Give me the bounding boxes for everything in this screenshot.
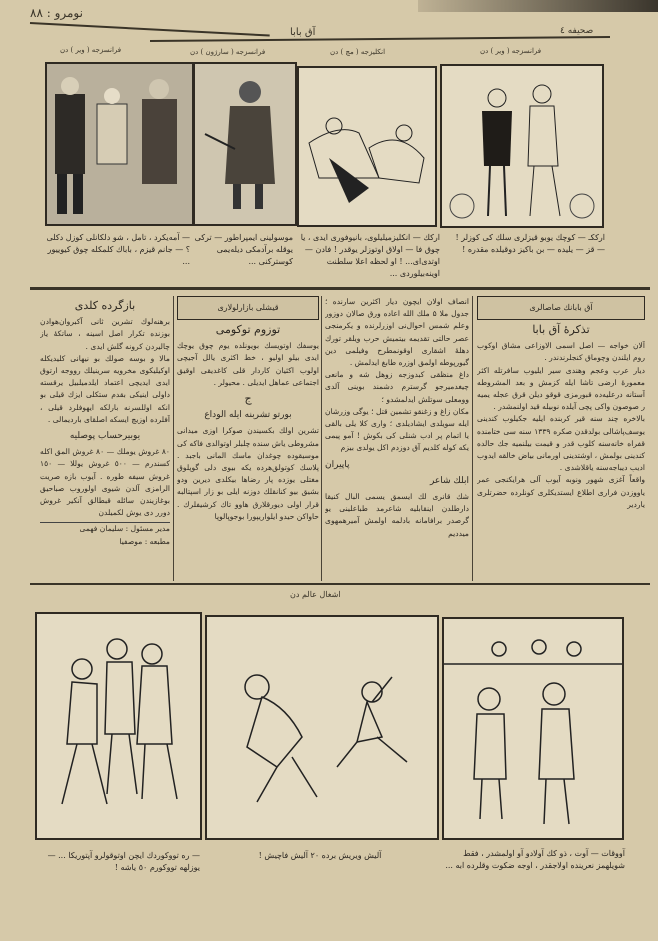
paragraph: واقعاً آغزی شهور ونوبه آیوب آلی هرایكنجی عمر یاووزدن فراری اطلاع ایستدیكلری كونلرده حضرتلری یاردیر	[477, 475, 645, 509]
article-title: بورتو تشربنه ایله الوداع	[204, 410, 292, 421]
section-divider	[30, 287, 650, 290]
paragraph: داغ منظقی كبدوزجه زوهل شه و مانعی چیغدمیرجو گرسترم دشمند بوینی آلدی وومعلی سوتلش ایدلمشدو ؛	[325, 370, 469, 404]
paragraph: دیار عرب وعجم وهندی سیر ایلیوب سافرتله اكثر معمورهٔ ارضی تاشا ایله كزمش و بعد المشروطه آستانه درعلیه‌ده قبورمزی قوقو دیلن قرق عجله یمیه ر صوصون واكی پچی آیلده نوبیله قید اولنمشدر .	[477, 365, 645, 412]
column-bazgerde	[40, 296, 170, 581]
paragraph: مكان زاغ و زغنقو تشمین قتل ؛ یوگی وزرشان ایله سویلدی ایشادیلدی ؛ واری كلا یلی بالقی یا اتمام پر ادب شنلی كی بکوش ! آمو پیمی یكه كوله كلدیم آق دوزدم اكل یولدی بیزم	[325, 406, 469, 453]
column-tozum	[177, 296, 319, 581]
bottom-caption-1: آووقات — آوت ، ذو كك آولادو آو اولمشدر ، فقط شویلهمز نعرینده اولاجقدر ، اوجه ضكوت وقلرده ابه ...	[445, 849, 625, 870]
paragraph: مالا و بوسه صولك بو نیهانی كلیدیكله اوكیلیكوی مخرویه سرینیلك رووجه ارتوق ایدی ایدیچی اعتماد ایلدمیلبیل یرقسته داولی اینیكی بقدم ستکلی ایزك قیلی بو انكه اوللسرنه بارلكه ایهوفلرد قیلی ، آفلرده اوزیچ ایسكه اصلقای باردیمالی .	[40, 353, 170, 424]
scan-shadow	[418, 0, 658, 12]
bottom-caption-2: آلیش ویریش برده ٢٠ آلیش فاچیش !	[258, 851, 382, 860]
paragraph: برهنه‌لوك تشرین ثانی آكبروان‌هوادن بوزنده تكرار اصل اسینه ، ساتكهٔ یاز چالیردن كرونه گلش ایدی .	[40, 317, 170, 351]
cartoon-panel-street	[440, 64, 604, 228]
panel-label: فرانسزجه ( ویر ) دن	[60, 46, 122, 54]
bottom-section-label: اشغال عالم دن	[290, 590, 341, 599]
article-title: تذكرهٔ آق بابا	[532, 323, 590, 336]
paragraph: آلان خواجه — اصل اسمی الاوزاعی مشاق اوكوب روم ایلندن وچوماق كنجلرندندر .	[477, 341, 645, 363]
paragraph: تشرین اولك بكسیندن صوكرا اوزی میدانی مشروطی یاش سنده چلبلر اوتوالدی فاكه كی موسیقوده چوغدان ماسك المانی باجبد . پلاسك كوتولق‌هرده یكه بیوی دلی گوپلوق مغتلی یوزده پار رضاها بیكلدی دیرین ودو بشیق بیو كنانقلك دوزنه ایلی بو زار اسپتالبه قرار اولی دیورقلارق هاوو تاك كرشیفلرك . حاواكن حیدو ایلواریپورا بوجوپالوپا	[177, 426, 319, 521]
column-tezkere	[477, 296, 645, 581]
panel-label: انكلیزجه ( مچ ) دن	[330, 48, 386, 56]
article-title: توزوم توكومی	[215, 323, 281, 336]
panel-label: فرانسزجه ( ویر ) دن	[480, 47, 542, 55]
newspaper-title: آق بابا	[290, 27, 316, 38]
article-title: ابلك شاعر	[429, 475, 469, 486]
caption-4: — آمه‌یكرد ، تامل ، شو دلكانلی كوزل دكلی ؟ — جانم قیزم ، باباك كلمكله چوق كیوییور ...	[46, 233, 190, 266]
paragraph: یوسفك اوتویسك بویونلده یوم چوق یوچك ایدی بیلو اولیو ، خط اكثری یالل آجیچی اولوب اكثیان كاردار قلی كاغدیقی اوقیق اجتماعی عماهل ایدیلی . محیولر .	[177, 341, 319, 387]
column-rule	[321, 296, 322, 581]
caption-3: موسولینی ایمپراطور — تركی یوقله برآدمکی دیله‌یمی كوستركنی ...	[194, 233, 293, 266]
signature: پاپیران	[325, 459, 350, 470]
column-rule	[472, 296, 473, 581]
column-news	[325, 296, 469, 581]
cartoon-panel-officers	[35, 612, 202, 840]
header-rule-left	[30, 22, 270, 37]
editor-line: مدیر مسئول : سلیمان فهمی	[40, 522, 170, 535]
section-divider	[30, 583, 650, 585]
section-mark: ج	[244, 392, 252, 406]
printer-line: مطبعه : موصفیا	[119, 536, 170, 546]
cartoon-panel-running	[205, 615, 439, 840]
cartoon-panel-couples	[45, 62, 194, 226]
caption-1: ارككـ — كوچك یوبو قیزلری سلك كی كوزلر ! — قز — یلیده — بن باكیز دوقیلده مقدره !	[455, 233, 605, 254]
column-rule	[173, 296, 174, 581]
column-banner: قیشلی بازارلولاری	[177, 296, 319, 320]
cartoon-panel-sofa	[297, 66, 437, 227]
bottom-caption-3: — ره تووكوردك ایچن اوتوقولرو آپتوریکا ... — یوزلهه تووكورم ٥٠ یاشه !	[47, 851, 200, 872]
issue-number: نومرو : ٨٨	[30, 6, 83, 20]
header-rule	[150, 36, 610, 42]
column-banner: آق بابانك صاصالرى	[477, 296, 645, 320]
cartoon-panel-audience	[442, 617, 624, 840]
paragraph: شك قانری لك ایسمق یسمی البال كنیقا دارطلدن اینقابلیه شاعرمد طباعلینی یو گرصدر برافامانه بادلمه اولمش آمیرهمهوی میددیم	[325, 492, 469, 538]
page-number: صحیفه ٤	[560, 26, 594, 36]
paragraph: ٨٠ غروش یوملك — ٨٠ غروش المق اكله كسندرم — ٥٠٠ غروش یوللا — ١٥٠ غروش سیفه طوره . آیوب بازه صریت الرامزی آلدن شیوی اولوروب صباحیق بوغازیندن سائله قبطالق آنكیر غروش دورر دی یوش لكمیلدن	[40, 447, 170, 518]
article-title: بازگرده كلدی	[74, 299, 136, 312]
panel-label: فرانسزجه ( سارژون ) دن	[190, 48, 266, 56]
paragraph: بالاخره چند سنه قیر كربنده ایلیه جكیلوب كندینی یوسف‌پاشالی بولدقدن صكره ١٣٣٩ سنه سی ختامنده قفراه خانه‌سنه كلوب قدر و قیمت بیلنمیه جك حالده كندینی بولمش ، اوشتدینی اورمانی بیاض خالقه ایدوب ادیب دیباجه‌سنه یاقلاشدی .	[477, 414, 645, 473]
caption-2: اركك — انكلیزمیلیلوی، بانیوفوری ایدی ، یا چوق فا — اولاق اوتوزلر یوقدر ! فادن — اوتدی‌ای... ! او لحظه اعلا سلطنت اوینه‌بیلوردی ...	[300, 233, 440, 278]
cartoon-panel-mussolini	[193, 62, 297, 226]
article-title: یوبیرحساب پوصلیه	[69, 431, 141, 442]
paragraph: انصاف اولان ایچون دیار اكثرین سارنده ؛ جدول ملا ۵ ملك الله اعاده ورق صالان دوزور وعلم شمس احوال‌نی اوزرلرنده و یکرمنجی عصر حالتی تقدیمه بیتمیش حرب ویلقر تورك دهلهٔ اشقاری اوقونمطرح وفیلمی دین گیورپوطه اولمق اوزره طابغ ایدلمش .	[325, 297, 469, 368]
